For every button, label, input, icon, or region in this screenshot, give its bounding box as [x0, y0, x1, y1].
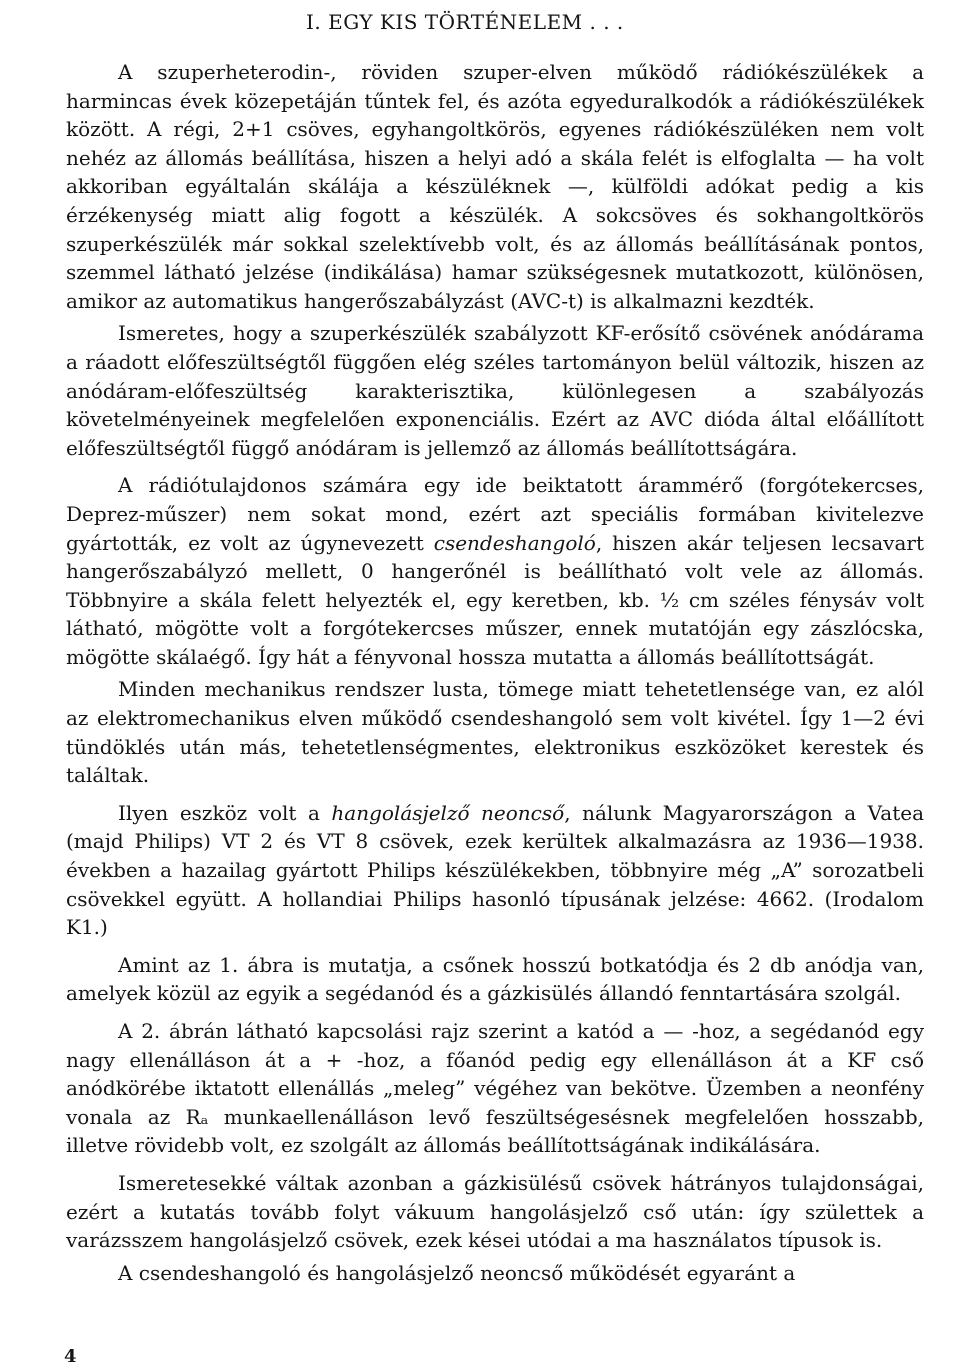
paragraph-text: Ilyen eszköz volt a	[118, 800, 332, 825]
emphasized-term: hangolásjelző neoncső	[331, 800, 565, 825]
paragraph: Minden mechanikus rendszer lusta, tömege miatt tehetetlensége van, ez alól az elektromechanikus elven működő csendeshangoló sem volt kivétel. Így 1—2 évi tündöklés után más, tehetetlenségmentes, elektronikus eszközöket kerestek és találtak.	[66, 677, 924, 788]
paragraph	[66, 799, 924, 942]
paragraph: A csendeshangoló és hangolásjelző neoncső működését egyaránt a	[118, 1260, 796, 1285]
paragraph	[66, 471, 924, 671]
paragraph-text: , hiszen akár teljesen lecsavart hangerőszabályzó mellett, 0 hangerőnél is beállítható volt vele az állomás. Többnyire a skála felett helyezték el, egy keretben, kb. ½ cm széles fénysáv volt látható, mögötte volt a forgótekercses műszer, ennek mutatóján egy zászlócska, mögötte skálaégő. Így hát a fényvonal hossza mutatta a állomás beállítottságát.	[66, 530, 924, 669]
emphasized-term: csendeshangoló	[433, 530, 596, 555]
paragraph-text: , nálunk Magyarországon a Vatea (majd Philips) VT 2 és VT 8 csövek, ezek kerültek alkalmazásra az 1936—1938. években a hazailag gyártott Philips készülékekben, többnyire még „A” sorozatbeli csövekkel együtt. A hollandiai Philips hasonló típusának jelzése: 4662. (Irodalom K1.)	[66, 800, 924, 940]
paragraph: Ismeretesekké váltak azonban a gázkisülésű csövek hátrányos tulajdonságai, ezért a kutatás tovább folyt vákuum hangolásjelző cső után: így születtek a varázsszem hangolásjelző csövek, ezek kései utódai a ma használatos típusok is.	[66, 1170, 924, 1253]
paragraph: A 2. ábrán látható kapcsolási rajz szerint a katód a — -hoz, a segédanód egy nagy ellenálláson át a + -hoz, a főanód pedig egy ellenálláson át a KF cső anódkörébe iktatott ellenállás „meleg” végéhez van bekötve. Üzemben a neonfény vonala az Rₐ munkaellenálláson levő feszültségesésnek megfelelően hosszabb, illetve rövidebb volt, ez szolgált az állomás beállítottságának indikálására.	[66, 1019, 924, 1158]
page-number: 4	[64, 1346, 77, 1367]
paragraph-text: A rádiótulajdonos számára egy ide beiktatott árammérő (forgótekercses, Deprez-műszer) nem sokat mond, ezért azt speciális formában kivitelezve gyártották, ez volt az úgynevezett	[66, 473, 924, 555]
paragraph: Ismeretes, hogy a szuperkészülék szabályzott KF-erősítő csövének anódárama a ráadott előfeszültségtől függően elég széles tartományon belül változik, hiszen az anódáram-előfeszültség karakterisztika, különlegesen a szabályozás követelményeinek megfelelően exponenciális. Ezért az AVC dióda által előállított előfeszültségtől függő anódáram is jellemző az állomás beállítottságára.	[66, 321, 924, 460]
paragraph: A szuperheterodin-, röviden szuper-elven működő rádiókészülékek a harmincas évek közepetáján tűntek fel, és azóta egyeduralkodók a rádiókészülékek között. A régi, 2+1 csöves, egyhangoltkörös, egyenes rádiókészüléken nem volt nehéz az állomás beállítása, hiszen a helyi adó a skála felét is elfoglalta — ha volt akkoriban egyáltalán skálája a készüléknek —, külföldi adókat pedig a kis érzékenység miatt alig fogott a készülék. A sokcsöves és sokhangoltkörös szuperkészülék már sokkal szelektívebb volt, és az állomás beállításának pontos, szemmel látható jelzése (indikálása) hamar szükségesnek mutatkozott, különösen, amikor az automatikus hangerőszabályzást (AVC-t) is alkalmazni kezdték.	[66, 60, 924, 313]
paragraph: Amint az 1. ábra is mutatja, a csőnek hosszú botkatódja és 2 db anódja van, amelyek közül az egyik a segédanód és a gázkisülés állandó fenntartására szolgál.	[66, 952, 924, 1006]
chapter-heading: I. EGY KIS TÖRTÉNELEM . . .	[306, 10, 624, 34]
book-page	[66, 0, 924, 1368]
body-text	[66, 58, 924, 1287]
